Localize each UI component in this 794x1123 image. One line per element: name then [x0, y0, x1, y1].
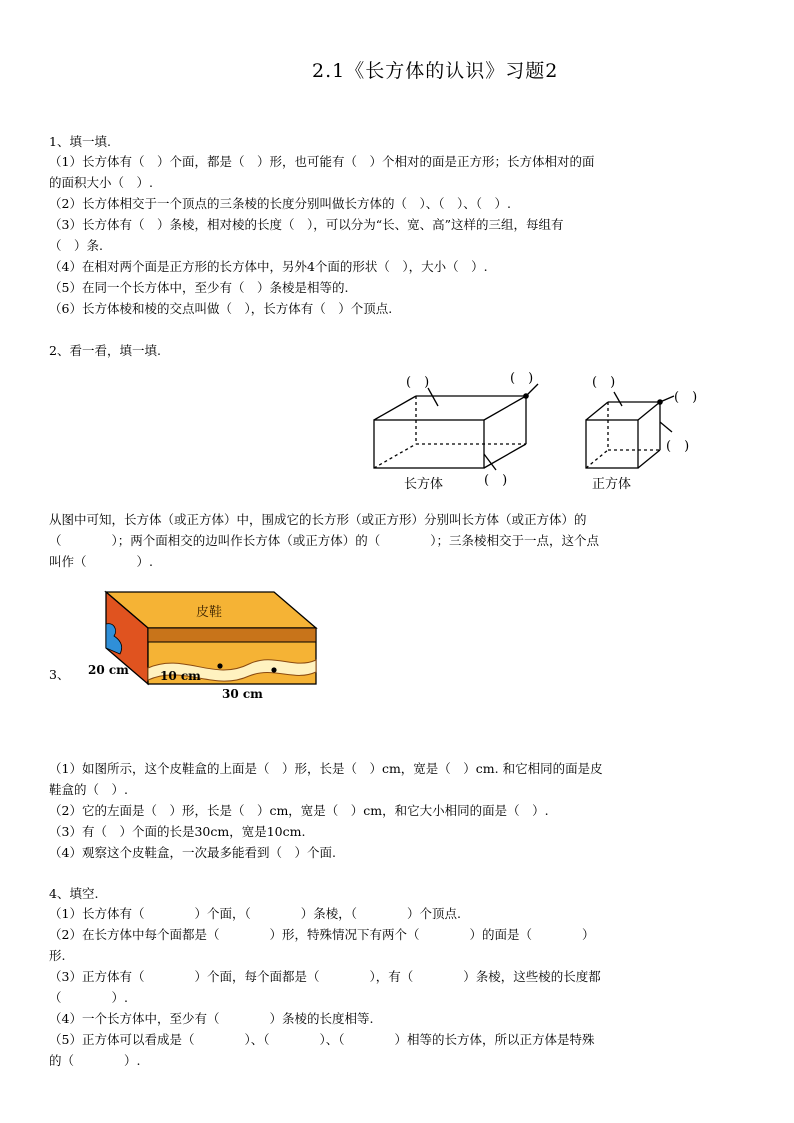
cube-face-blank: ( ): [592, 375, 616, 390]
q1-item: （1）长方体有（ ）个面，都是（ ）形，也可能有（ ）个相对的面是正方形；长方体相对的面: [49, 154, 595, 169]
shoebox-lid-band: [148, 628, 316, 642]
q4-item: （4）一个长方体中，至少有（ ）条棱的长度相等.: [49, 1011, 374, 1026]
cube-label: 正方体: [592, 477, 632, 492]
cuboid-edge-blank: ( ): [484, 473, 508, 488]
cuboid-face-blank: ( ): [406, 375, 430, 390]
cube-vertex-dot: [657, 399, 663, 405]
q4-item: （2）在长方体中每个面都是（ ）形，特殊情况下有两个（ ）的面是（ ）: [49, 927, 595, 942]
q2-text: （ ）；两个面相交的边叫作长方体（或正方体）的（ ）；三条棱相交于一点，这个点: [49, 533, 600, 548]
q1-item: （4）在相对两个面是正方形的长方体中，另外4个面的形状（ ），大小（ ）.: [49, 259, 488, 274]
dimension-width: 10 cm: [160, 669, 201, 683]
cuboid-cube-diagram: [360, 366, 740, 496]
q3-number: 3、: [49, 667, 70, 682]
q2-text: 叫作（ ）.: [49, 554, 153, 569]
q4-item: 形.: [49, 948, 66, 963]
q1-item: （6）长方体棱和棱的交点叫做（ ），长方体有（ ）个顶点.: [49, 301, 393, 316]
q3-item: （4）观察这个皮鞋盒，一次最多能看到（ ）个面.: [49, 845, 336, 860]
q4-item: （ ）.: [49, 990, 128, 1005]
q1-item: （5）在同一个长方体中，至少有（ ）条棱是相等的.: [49, 280, 349, 295]
shoebox-label: 皮鞋: [196, 605, 223, 620]
q1-heading: 1、填一填.: [49, 134, 111, 149]
cube-edge-blank: ( ): [666, 439, 690, 454]
q2-heading: 2、看一看，填一填.: [49, 343, 161, 358]
q1-item: （3）长方体有（ ）条棱，相对棱的长度（ ），可以分为“长、宽、高”这样的三组，每组有: [49, 217, 564, 232]
q2-text: 从图中可知，长方体（或正方体）中，围成它的长方形（或正方形）分别叫长方体（或正方体）的: [49, 512, 587, 527]
q3-item: （3）有（ ）个面的长是30cm，宽是10cm.: [49, 824, 306, 839]
cuboid-label: 长方体: [404, 477, 444, 492]
q1-item: 的面积大小（ ）.: [49, 175, 153, 190]
shoebox-diagram: [84, 588, 324, 703]
cuboid-vertex-dot: [523, 393, 529, 399]
cuboid-figure: [374, 384, 538, 470]
q4-heading: 4、填空.: [49, 886, 99, 901]
q3-item: 鞋盒的（ ）.: [49, 782, 128, 797]
dimension-length: 30 cm: [222, 687, 263, 701]
cube-vertex-blank: ( ): [674, 390, 698, 405]
q3-item: （2）它的左面是（ ）形，长是（ ）cm，宽是（ ）cm，和它大小相同的面是（ ）.: [49, 803, 549, 818]
q4-item: （1）长方体有（ ）个面，（ ）条棱，（ ）个顶点.: [49, 906, 461, 921]
q1-item: （2）长方体相交于一个顶点的三条棱的长度分别叫做长方体的（ ）、（ ）、（ ）.: [49, 196, 511, 211]
q4-item: 的（ ）.: [49, 1053, 141, 1068]
q3-item: （1）如图所示，这个皮鞋盒的上面是（ ）形，长是（ ）cm，宽是（ ）cm. 和它相同的面是皮: [49, 761, 603, 776]
shoebox-dot: [271, 667, 276, 672]
q4-item: （3）正方体有（ ）个面，每个面都是（ ），有（ ）条棱，这些棱的长度都: [49, 969, 601, 984]
page-title: 2.1《长方体的认识》习题2: [312, 60, 559, 82]
shoebox-dot: [217, 663, 222, 668]
cuboid-vertex-blank: ( ): [510, 371, 534, 386]
q4-item: （5）正方体可以看成是（ ）、（ ）、（ ）相等的长方体，所以正方体是特殊: [49, 1032, 595, 1047]
q1-item: （ ）条.: [49, 238, 103, 253]
dimension-height: 20 cm: [88, 663, 129, 677]
